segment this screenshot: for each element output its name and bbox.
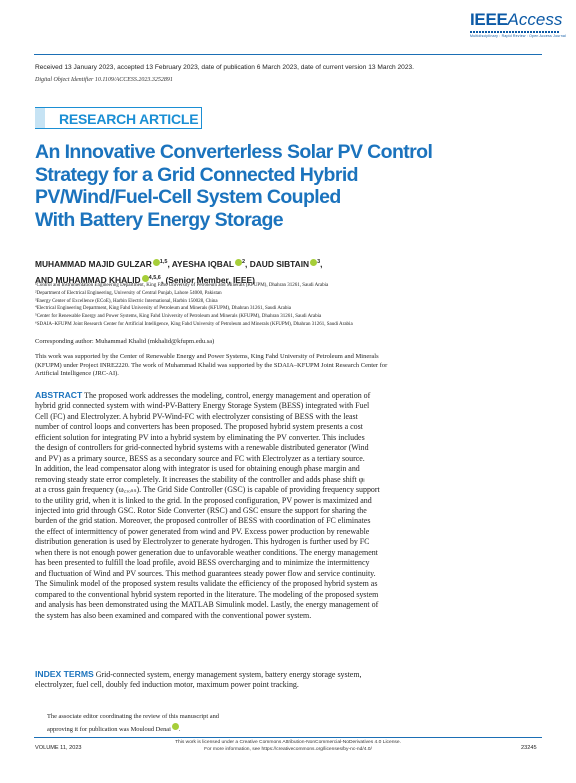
author-affil-sup: 4,5,6	[148, 274, 161, 281]
abstract-line: and analysis has been demonstrated using the MATLAB Simulink model. Lastly, the energy management of	[35, 600, 379, 610]
funding-line: This work was supported by the Center of Renewable Energy and Power Systems, King Fahd University of Petroleum and Minerals	[35, 353, 379, 360]
author-name: , AYESHA IQBAL	[167, 258, 234, 269]
orcid-icon[interactable]	[153, 259, 160, 266]
abstract-line: has been presented to fulfill the load profile, avoid BESS overcharging and to minimize the intermittency	[35, 558, 370, 568]
orcid-icon[interactable]	[235, 259, 242, 266]
editor-note-line: approving it for publication was Mouloud Denai	[47, 725, 171, 733]
abstract-label: ABSTRACT	[35, 390, 83, 400]
license-line: This work is licensed under a Creative Commons Attribution-NonCommercial-NoDerivatives 4.0 License.	[175, 740, 401, 745]
abstract-line: In addition, the lead compensator along with integrator is used for obtaining enough phase margin and	[35, 464, 360, 474]
affiliation-item: ³Energy Center of Excellence (ECoE), Harbin Electric International, Harbin 150028, China	[35, 298, 218, 304]
editor-note: The associate editor coordinating the review of this manuscript and approving it for publication was Mouloud Denai .	[47, 712, 337, 735]
abstract-line: burden of the grid station. Moreover, the proposed controller of BESS with coordination of FC eliminates	[35, 516, 371, 526]
affiliation-item: ²Department of Electrical Engineering, University of Central Punjab, Lahore 54000, Pakistan	[35, 290, 222, 296]
abstract-line: number of control loops and converters has been proposed. The proposed hybrid system presents a cost	[35, 422, 363, 432]
affiliation-item: ⁴Electrical Engineering Department, King Fahd University of Petroleum and Minerals (KFUPM), Dhahran 31261, Saudi Arabia	[35, 306, 291, 312]
orcid-icon[interactable]	[172, 723, 179, 730]
title-line: Strategy for a Grid Connected Hybrid	[35, 163, 358, 186]
affiliation-item: ⁵Center for Renewable Energy and Power Systems, King Fahd University of Petroleum and Minerals (KFUPM), Dhahran 31261, Saudi Arabia	[35, 314, 322, 320]
affiliations	[35, 282, 555, 329]
abstract-line: and fluctuation of Wind and PV sources. This method guarantees steady power flow and service continuity.	[35, 568, 376, 578]
title-line: With Battery Energy Storage	[35, 208, 284, 231]
abstract-line: distribution generation is used by Electrolyzer to generate hydrogen. This hydrogen is further used by FC	[35, 537, 370, 547]
abstract-line: the design of controllers for grid-connected hybrid systems with a renewable distributed generator (Wind	[35, 443, 369, 453]
abstract-line: at a cross gain frequency (ω꜀ᵣₒₛₛ). The Grid Side Controller (GSC) is capable of providing frequency support	[35, 485, 380, 495]
abstract-line: removing steady state error completely. It increases the stability of the controller and adds phase shift φₗ	[35, 474, 365, 484]
logo-dots-decoration	[470, 31, 566, 33]
abstract-line: when there is not enough power generation due to unfavorable weather conditions. The energy management	[35, 547, 378, 557]
abstract-line: the system has also been examined and compared with the conventional power system.	[35, 610, 312, 620]
footer-rule	[34, 737, 542, 738]
affiliation-item: ⁶SDAIA–KFUPM Joint Research Center for Artificial Intelligence, King Fahd University of Petroleum and Minerals (KFUPM), Dhahran 31261, Saudi Arabia	[35, 321, 353, 327]
logo-tagline: Multidisciplinary : Rapid Review : Open Access Journal	[470, 34, 567, 38]
funding-line: Artificial Intelligence (JRC-AI).	[35, 370, 119, 378]
doi-link[interactable]: Digital Object Identifier 10.1109/ACCESS.2023.3252891	[35, 77, 173, 83]
author-name: AND MUHAMMAD KHALID	[35, 274, 141, 285]
volume-label: VOLUME 11, 2023	[35, 745, 82, 751]
logo-product: Access	[507, 10, 563, 29]
index-terms-line: electrolyzer, fuel cell, doubly fed induction motor, maximum power point tracking.	[35, 680, 299, 690]
corresponding-author: Corresponding author: Muhammad Khalid (mkhalid@kfupm.edu.sa)	[35, 338, 215, 345]
abstract-line: hybrid grid connected system with wind-PV-Battery Energy Storage System (BESS) integrated with Fuel	[35, 401, 370, 411]
funding-note	[35, 353, 545, 379]
editor-note-line: The associate editor coordinating the review of this manuscript and	[47, 713, 219, 720]
author-name: MUHAMMAD MAJID GULZAR	[35, 258, 152, 269]
ieee-access-logo	[470, 10, 566, 44]
abstract-line: injected into grid through GSC. Rotor Side Converter (RSC) and GSC ensure the support for sharing the	[35, 505, 367, 515]
abstract-line: to the utility grid, when it is linked to the grid. In the proposed configuration, PV power is maximized and	[35, 495, 372, 505]
abstract-line: Cell (FC) and Electrolyzer. A hybrid PV-Wind-FC with electrolyzer consisting of BESS with the least	[35, 411, 358, 421]
index-terms-line: Grid-connected system, energy management system, battery energy storage system,	[93, 670, 362, 679]
abstract-line: efficient solution for integrating PV into a hybrid system by eliminating the PV converter. This includes	[35, 432, 365, 442]
funding-line: (KFUPM) under Project INRE2220. The work of Muhammad Khalid was supported by the SDAIA–KFUPM Joint Research Center for	[35, 361, 388, 369]
author-name: , DAUD SIBTAIN	[245, 258, 310, 269]
page-number: 23245	[521, 745, 537, 751]
author-affil-sup: 1,5	[159, 259, 168, 265]
title-line: An Innovative Converterless Solar PV Control	[35, 141, 433, 163]
title-line: PV/Wind/Fuel-Cell System Coupled	[35, 186, 341, 208]
article-type-label: RESEARCH ARTICLE	[35, 107, 202, 129]
paper-title	[35, 141, 435, 231]
affiliation-item: ¹Control and Instrumentation Engineering Department, King Fahd University of Petroleum and Minerals (KFUPM), Dhahran 31261, Saudi Arabia	[35, 283, 329, 288]
abstract-line: The proposed work addresses the modeling, control, energy management and operation of	[82, 391, 371, 400]
author-affil-sup: 2	[241, 259, 246, 265]
abstract-line: The Simulink model of the proposed system results validate the efficiency of the proposed hybrid system as	[35, 579, 378, 589]
author-list: MUHAMMAD MAJID GULZAR $^{1,5}$, AYESHA IQBAL $^2$, DAUD SIBTAIN $^3$, AND MUHAMMAD KHALID $^{4,5,6}$, (Senior Member, IEEE)	[35, 258, 323, 285]
index-terms-label: INDEX TERMS	[35, 669, 94, 679]
abstract	[35, 390, 543, 621]
author-affil-sup: 3	[317, 259, 321, 265]
license-link[interactable]: For more information, see https://creativecommons.org/licenses/by-nc-nd/4.0/	[204, 747, 372, 752]
abstract-line: compared to the conventional hybrid system reported in the literature. The modeling of the proposed system	[35, 589, 379, 599]
header-rule	[34, 54, 542, 55]
received-dates: Received 13 January 2023, accepted 13 February 2023, date of publication 6 March 2023, date of current version 13 March 2023.	[35, 64, 415, 71]
orcid-icon[interactable]	[142, 275, 149, 282]
logo-brand: IEEE	[470, 10, 508, 29]
author-membership: , (Senior Member, IEEE)	[160, 274, 255, 285]
abstract-line: the effect of intermittency of power generated from wind and PV. Excess power production by renewable	[35, 526, 370, 536]
license-note	[0, 739, 576, 753]
index-terms	[35, 669, 543, 691]
abstract-line: and PV) as a primary source, BESS as a secondary source and FC with Electrolyzer as a tertiary source.	[35, 453, 365, 463]
